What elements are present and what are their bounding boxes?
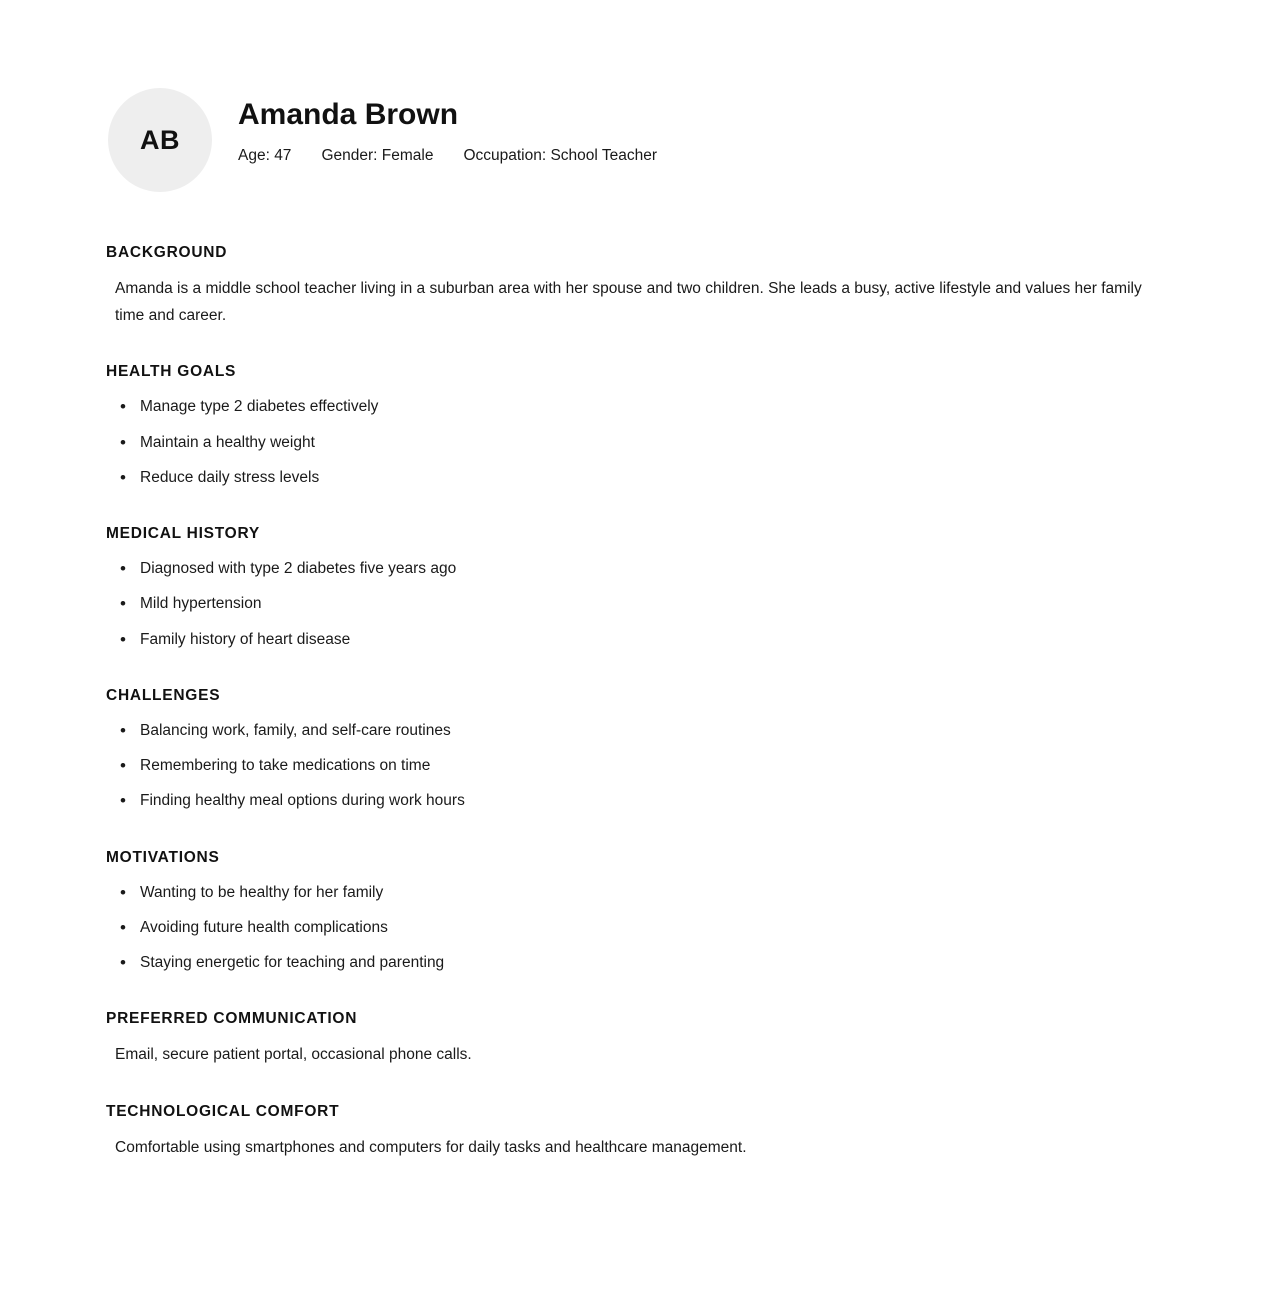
section-technological-comfort — [0, 1103, 1278, 1162]
section-medical-history — [0, 525, 1278, 651]
section-motivations — [0, 849, 1278, 975]
list-item: • Maintain a healthy weight — [106, 431, 1178, 454]
section-background — [0, 244, 1278, 329]
list-item: • Wanting to be healthy for her family — [106, 881, 1178, 904]
persona-header — [0, 88, 1278, 192]
section-body-technological-comfort: Comfortable using smartphones and computers for daily tasks and healthcare management. — [115, 1138, 747, 1156]
list-item: • Avoiding future health complications — [106, 916, 1178, 939]
section-heading-challenges: CHALLENGES — [106, 686, 221, 704]
list-item: • Mild hypertension — [106, 592, 1178, 615]
list-item: • Balancing work, family, and self-care routines — [106, 719, 1178, 742]
section-heading-motivations: MOTIVATIONS — [106, 848, 220, 866]
health-goals-list — [106, 395, 1178, 489]
list-item: • Diagnosed with type 2 diabetes five years ago — [106, 557, 1178, 580]
section-heading-health-goals: HEALTH GOALS — [106, 363, 237, 381]
medical-history-list — [106, 557, 1178, 651]
persona-identity — [212, 88, 657, 165]
section-health-goals — [0, 363, 1278, 489]
section-heading-preferred-communication: PREFERRED COMMUNICATION — [106, 1010, 358, 1028]
section-body-preferred-communication: Email, secure patient portal, occasional phone calls. — [115, 1046, 472, 1064]
meta-age: Age: 47 — [238, 146, 292, 164]
section-preferred-communication — [0, 1010, 1278, 1069]
section-heading-background: BACKGROUND — [106, 244, 228, 261]
avatar-initials: AB — [140, 124, 180, 155]
list-item: • Reduce daily stress levels — [106, 466, 1178, 489]
meta-occupation: Occupation: School Teacher — [463, 146, 658, 164]
section-heading-medical-history: MEDICAL HISTORY — [106, 525, 260, 543]
list-item: • Finding healthy meal options during work hours — [106, 789, 1178, 812]
section-challenges — [0, 687, 1278, 813]
meta-gender: Gender: Female — [321, 146, 434, 164]
section-heading-technological-comfort: TECHNOLOGICAL COMFORT — [106, 1102, 340, 1120]
challenges-list — [106, 719, 1178, 813]
list-item: • Family history of heart disease — [106, 628, 1178, 651]
motivations-list — [106, 881, 1178, 975]
list-item: • Staying energetic for teaching and parenting — [106, 951, 1178, 974]
avatar — [108, 88, 212, 192]
persona-meta-row — [238, 147, 657, 165]
list-item: • Remembering to take medications on time — [106, 754, 1178, 777]
section-body-background: Amanda is a middle school teacher living in a suburban area with her spouse and two children. She leads a busy, active lifestyle and values her family time and career. — [115, 280, 1142, 324]
list-item: • Manage type 2 diabetes effectively — [106, 395, 1178, 418]
page-title: Amanda Brown — [238, 98, 459, 131]
